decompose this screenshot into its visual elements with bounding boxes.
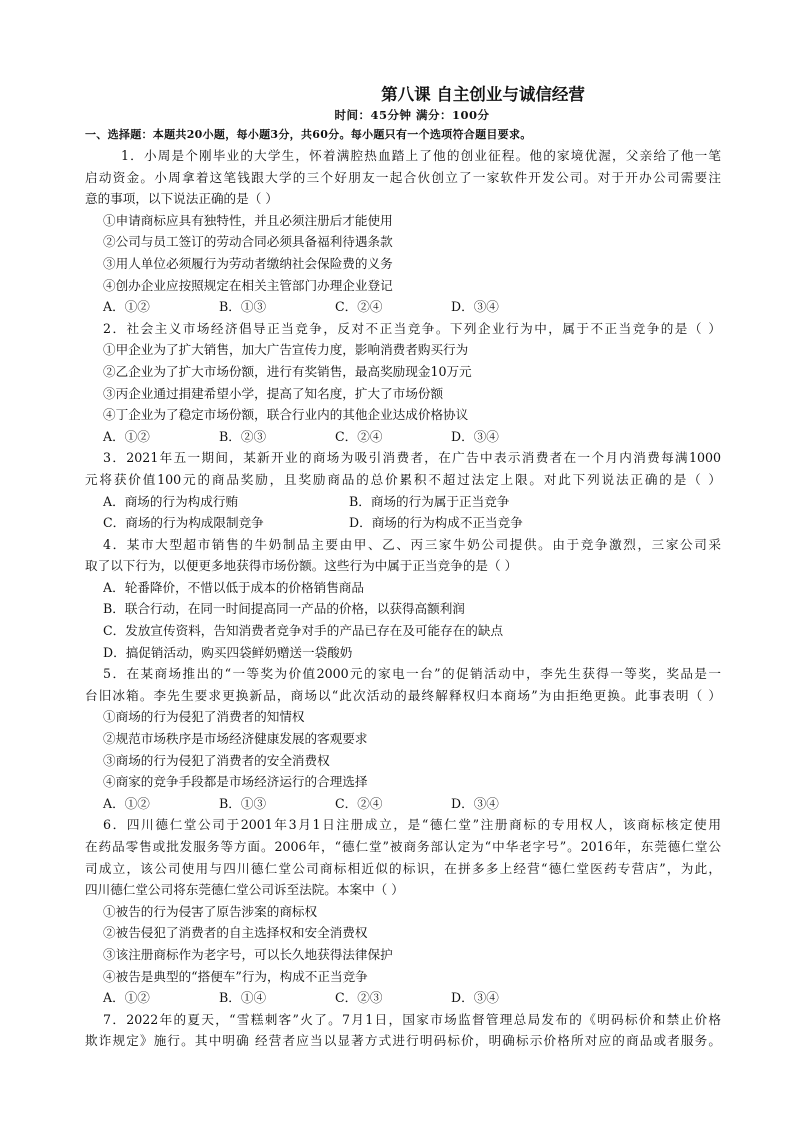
question-2 [103,318,721,448]
option-c: C．②④ [335,428,383,444]
statement-item: ①申请商标应具有独特性，并且必须注册后才能使用 [103,212,393,228]
question-text-line: 3．2021年五一期间，某新开业的商场为吸引消费者，在广告中表示消费者在一个月内消费每满1000 [103,450,721,466]
question-6 [85,814,721,1008]
document-page [85,84,721,1052]
statement-item: ②公司与员工签订的劳动合同必须具备福利待遇条款 [103,234,393,250]
page-title: 第八课 自主创业与诚信经营 [381,85,585,104]
question-text-line: 欺诈规定》施行。其中明确 经营者应当以显著方式进行明码标价，明确标示价格所对应的商品或者服务。 [85,1033,721,1049]
question-text-line: 1．小周是个刚毕业的大学生，怀着满腔热血踏上了他的创业征程。他的家境优渥，父亲给了他一笔 [121,148,721,163]
statement-item: ②被告侵犯了消费者的自主选择权和安全消费权 [103,925,368,941]
statement-item: ①商场的行为侵犯了消费者的知情权 [103,709,305,725]
option-c: C．商场的行为构成限制竞争 [103,515,264,531]
option-b: B．①③ [219,299,267,315]
question-text-line: 2．社会主义市场经济倡导正当竞争，反对不正当竞争。下列企业行为中，属于不正当竞争的是（ ） [103,320,721,336]
question-text-line: 7．2022年的夏天，“雪糕刺客”火了。7月1日，国家市场监督管理总局发布的《明码标价和禁止价格 [103,1011,721,1027]
answer-options [103,426,721,448]
option-c: C．②④ [335,795,383,811]
question-text-line: 台旧冰箱。李先生要求更换新品，商场以“此次活动的最终解释权归本商场”为由拒绝更换。此事表明（ ） [85,687,721,703]
question-text-line: 启动资金。小周拿着这笔钱跟大学的三个好朋友一起合伙创立了一家软件开发公司。对于开办公司需要注 [85,169,721,185]
option-d: D．商场的行为构成不正当竞争 [349,515,523,531]
question-text-line: 在药品零售或批发服务等方面。2006年，“德仁堂”被商务部认定为“中华老字号”。2016年，东莞德仁堂公 [85,839,721,854]
option-a: A．①② [103,428,150,444]
option-a: A．①② [103,795,150,811]
option-b: B．①③ [219,795,267,811]
option-a: A．商场的行为构成行贿 [103,493,239,509]
section-heading: 一、选择题：本题共20小题，每小题3分，共60分。每小题只有一个选项符合题目要求。 [85,128,532,141]
option-b: B．②③ [219,428,267,444]
answer-options [103,987,721,1009]
statement-item: ③商场的行为侵犯了消费者的安全消费权 [103,752,330,768]
question-text-line: 6．四川德仁堂公司于2001年3月1日注册成立，是“德仁堂”注册商标的专用权人，该商标核定使用 [103,817,721,833]
question-text-line: 四川德仁堂公司将东莞德仁堂公司诉至法院。本案中（ ） [85,882,404,898]
statement-item: ④丁企业为了稳定市场份额，联合行业内的其他企业达成价格协议 [103,407,469,423]
statement-item: ④被告是典型的“搭便车”行为，构成不正当竞争 [103,968,368,984]
option-d: D．③④ [451,299,499,315]
option-b: B．联合行动，在同一时间提高同一产品的价格，以获得高额利润 [103,601,465,617]
question-text-line: 4．某市大型超市销售的牛奶制品主要由甲、乙、丙三家牛奶公司提供。由于竞争激烈，三家公司采 [103,536,721,552]
statement-item: ④商家的竞争手段都是市场经济运行的合理选择 [103,774,368,790]
answer-options [103,512,721,534]
option-b: B．①④ [219,990,267,1006]
option-b: B．商场的行为属于正当竞争 [349,493,510,509]
statement-item: ①被告的行为侵害了原告涉案的商标权 [103,903,318,919]
option-c: C．发放宣传资料，告知消费者竞争对手的产品已存在及可能存在的缺点 [103,623,504,639]
question-text-line: 5．在某商场推出的“一等奖为价值2000元的家电一台”的促销活动中，李先生获得一等奖，奖品是一 [103,666,721,682]
answer-options [103,296,721,318]
statement-item: ③丙企业通过捐建希望小学，提高了知名度，扩大了市场份额 [103,385,444,401]
option-d: D．搞促销活动，购买四袋鲜奶赠送一袋酸奶 [103,644,353,660]
statement-item: ③用人单位必须履行为劳动者缴纳社会保险费的义务 [103,255,393,271]
question-text-line: 司成立，该公司使用与四川德仁堂公司商标相近似的标识，在拼多多上经营“德仁堂医药专营店”，为此， [85,860,721,876]
exam-info: 时间：45分钟 满分：100分 [334,108,490,122]
question-5 [85,663,721,814]
question-text-line: 取了以下行为，以便更多地获得市场份额。这些行为中属于正当竞争的是（ ） [85,558,518,574]
option-c: C．②④ [335,299,383,315]
option-d: D．③④ [451,795,499,811]
option-d: D．③④ [451,990,499,1006]
answer-options [103,793,721,815]
statement-item: ③该注册商标作为老字号，可以长久地获得法律保护 [103,946,393,962]
statement-item: ②乙企业为了扩大市场份额，进行有奖销售，最高奖励现金10万元 [103,363,472,379]
question-3 [85,447,721,533]
option-d: D．③④ [451,428,499,444]
question-4 [85,534,721,664]
question-7 [85,1009,721,1052]
answer-options [103,491,721,513]
option-c: C．②③ [335,990,383,1006]
question-1 [85,145,721,318]
statement-item: ①甲企业为了扩大销售，加大广告宣传力度，影响消费者购买行为 [103,342,469,358]
statement-item: ④创办企业应按照规定在相关主管部门办理企业登记 [103,277,393,293]
question-text-line: 意的事项，以下说法正确的是（ ） [85,191,278,207]
option-a: A．①② [103,990,150,1006]
option-a: A．①② [103,299,150,315]
question-text-line: 元将获价值100元的商品奖励，且奖励商品的总价累积不超过法定上限。对此下列说法正确的是（ ） [85,471,721,487]
option-a: A．轮番降价，不惜以低于成本的价格销售商品 [103,579,364,595]
statement-item: ②规范市场秩序是市场经济健康发展的客观要求 [103,731,368,747]
